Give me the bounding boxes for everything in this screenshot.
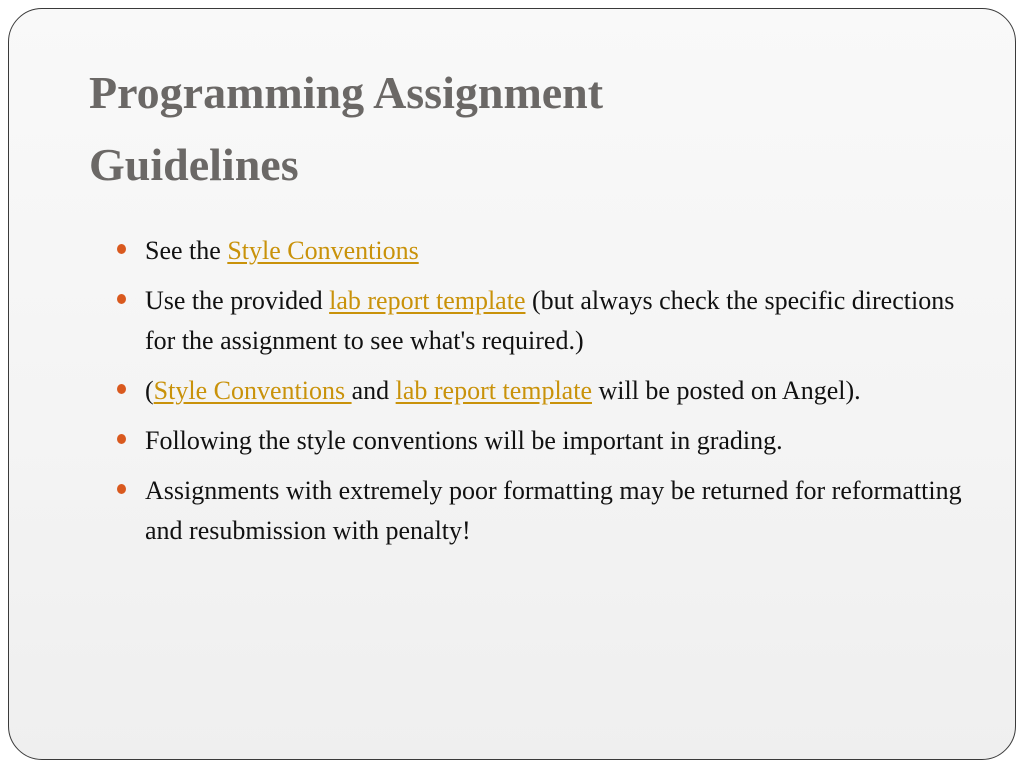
bullet-text: See the (145, 236, 228, 265)
style-conventions-link[interactable]: Style Conventions (153, 376, 352, 405)
bullet-text: (but always check the specific directions for the assignment to see what's required.) (145, 286, 955, 355)
bullet-text: Assignments with extremely poor formatting may be returned for reformatting and resubmission with penalty! (145, 476, 962, 545)
bullet-text: and (351, 376, 396, 405)
bullet-item (117, 281, 977, 361)
bullet-item (117, 371, 977, 411)
bullet-dot-icon (117, 434, 126, 444)
slide-title (89, 57, 889, 201)
bullet-text: ( (145, 376, 154, 405)
bullet-dot-icon (117, 244, 126, 254)
slide-title-line-1: Programming Assignment (89, 67, 604, 118)
bullet-dot-icon (117, 484, 126, 494)
bullet-list (117, 231, 977, 561)
bullet-text: Use the provided (145, 286, 330, 315)
bullet-dot-icon (117, 294, 126, 304)
bullet-item (117, 471, 977, 551)
bullet-text: Following the style conventions will be important in grading. (145, 426, 783, 455)
bullet-item (117, 231, 977, 271)
style-conventions-link[interactable]: Style Conventions (227, 236, 419, 265)
lab-report-template-link[interactable]: lab report template (395, 376, 592, 405)
slide-title-line-2: Guidelines (89, 138, 299, 190)
bullet-text: will be posted on Angel). (591, 376, 861, 405)
slide (8, 8, 1016, 760)
bullet-dot-icon (117, 384, 126, 394)
bullet-item (117, 421, 977, 461)
lab-report-template-link[interactable]: lab report template (329, 286, 526, 315)
